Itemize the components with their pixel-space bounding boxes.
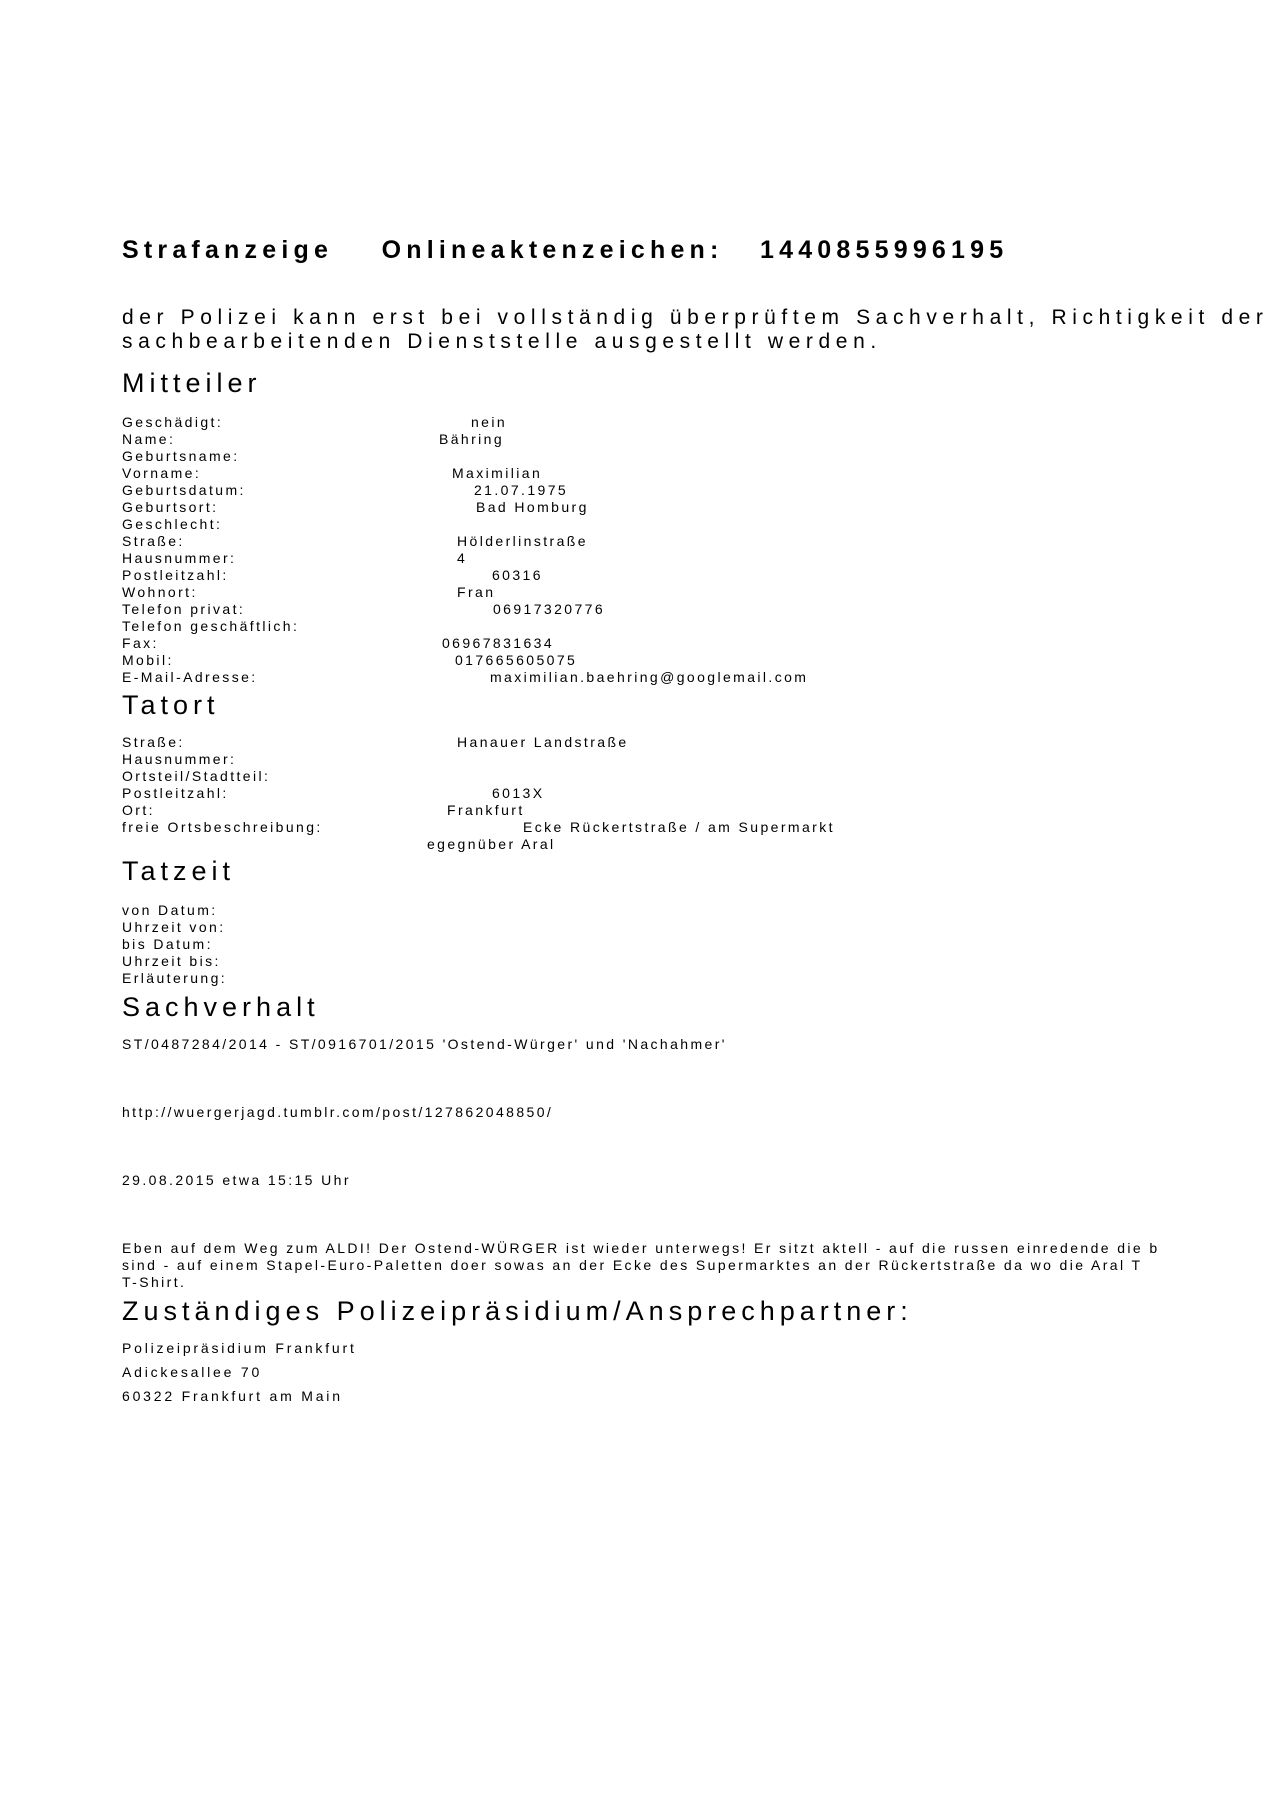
mitteiler-value-mobil: 017665605075 (455, 652, 578, 668)
zustaendig-line-3: 60322 Frankfurt am Main (122, 1388, 343, 1404)
mitteiler-label-geschlecht: Geschlecht: (122, 516, 223, 532)
tatort-value-beschreibung: Ecke Rückertstraße / am Supermarkt (523, 819, 835, 835)
mitteiler-value-plz: 60316 (492, 567, 543, 583)
tatort-label-plz: Postleitzahl: (122, 785, 229, 801)
tatzeit-label-bis-datum: bis Datum: (122, 936, 213, 952)
mitteiler-label-geschaedigt: Geschädigt: (122, 414, 224, 430)
mitteiler-label-strasse: Straße: (122, 533, 185, 549)
tatzeit-heading: Tatzeit (122, 856, 236, 886)
mitteiler-label-hausnummer: Hausnummer: (122, 550, 237, 566)
tatort-label-ortsteil: Ortsteil/Stadtteil: (122, 768, 271, 784)
tatort-value-plz: 6013X (492, 785, 545, 801)
mitteiler-value-strasse: Hölderlinstraße (457, 533, 588, 549)
mitteiler-label-telefon-privat: Telefon privat: (122, 601, 246, 617)
mitteiler-value-telefon-privat: 06917320776 (493, 601, 606, 617)
mitteiler-value-fax: 06967831634 (442, 635, 555, 651)
tatzeit-label-erlaeuterung: Erläuterung: (122, 970, 228, 986)
tatzeit-label-uhrzeit-bis: Uhrzeit bis: (122, 953, 221, 969)
mitteiler-value-vorname: Maximilian (452, 465, 543, 481)
zustaendig-line-2: Adickesallee 70 (122, 1364, 263, 1380)
sachverhalt-reference: ST/0487284/2014 - ST/0916701/2015 'Ostend-Würger' und 'Nachahmer' (122, 1036, 727, 1052)
tatort-label-ort: Ort: (122, 802, 155, 818)
sachverhalt-text-line-1: Eben auf dem Weg zum ALDI! Der Ostend-WÜRGER ist wieder unterwegs! Er sitzt aktell - auf die russen einredende die b (122, 1240, 1160, 1256)
mitteiler-label-name: Name: (122, 431, 176, 447)
mitteiler-label-vorname: Vorname: (122, 465, 202, 481)
mitteiler-label-telefon-geschaeftlich: Telefon geschäftlich: (122, 618, 300, 634)
sachverhalt-heading: Sachverhalt (122, 992, 320, 1022)
mitteiler-label-plz: Postleitzahl: (122, 567, 229, 583)
tatort-heading: Tatort (122, 690, 220, 720)
mitteiler-value-geschaedigt: nein (471, 414, 508, 430)
mitteiler-value-email: maximilian.baehring@googlemail.com (490, 669, 809, 685)
document-title: Strafanzeige Onlineaktenzeichen: 1440855996195 (122, 236, 1009, 264)
mitteiler-label-wohnort: Wohnort: (122, 584, 198, 600)
mitteiler-value-geburtsdatum: 21.07.1975 (474, 482, 569, 498)
mitteiler-value-wohnort: Fran (457, 584, 496, 600)
sachverhalt-datetime: 29.08.2015 etwa 15:15 Uhr (122, 1172, 351, 1188)
tatzeit-label-uhrzeit-von: Uhrzeit von: (122, 919, 226, 935)
intro-line-2: sachbearbeitenden Dienststelle ausgestellt werden. (122, 330, 882, 353)
tatort-value-strasse: Hanauer Landstraße (457, 734, 629, 750)
mitteiler-label-email: E-Mail-Adresse: (122, 669, 258, 685)
tatort-label-beschreibung: freie Ortsbeschreibung: (122, 819, 323, 835)
mitteiler-label-geburtsname: Geburtsname: (122, 448, 240, 464)
mitteiler-value-name: Bähring (439, 431, 505, 447)
tatzeit-label-von-datum: von Datum: (122, 902, 218, 918)
tatort-label-hausnummer: Hausnummer: (122, 751, 237, 767)
mitteiler-value-geburtsort: Bad Homburg (476, 499, 589, 515)
zustaendig-line-1: Polizeipräsidium Frankfurt (122, 1340, 357, 1356)
mitteiler-label-mobil: Mobil: (122, 652, 174, 668)
mitteiler-label-fax: Fax: (122, 635, 159, 651)
sachverhalt-text-line-3: T-Shirt. (122, 1274, 187, 1290)
mitteiler-label-geburtsdatum: Geburtsdatum: (122, 482, 246, 498)
sachverhalt-link: http://wuergerjagd.tumblr.com/post/127862048850/ (122, 1104, 554, 1120)
mitteiler-heading: Mitteiler (122, 368, 262, 398)
zustaendig-heading: Zuständiges Polizeipräsidium/Ansprechpartner: (122, 1296, 913, 1326)
tatort-value-beschreibung-line2: egegnüber Aral (427, 836, 556, 852)
intro-line-1: der Polizei kann erst bei vollständig überprüftem Sachverhalt, Richtigkeit der (122, 306, 1269, 329)
tatort-label-strasse: Straße: (122, 734, 185, 750)
tatort-value-ort: Frankfurt (447, 802, 525, 818)
sachverhalt-text-line-2: sind - auf einem Stapel-Euro-Paletten doer sowas an der Ecke des Supermarktes an der Rückertstraße da wo die Aral T (122, 1257, 1143, 1273)
mitteiler-label-geburtsort: Geburtsort: (122, 499, 219, 515)
mitteiler-value-hausnummer: 4 (457, 550, 468, 566)
